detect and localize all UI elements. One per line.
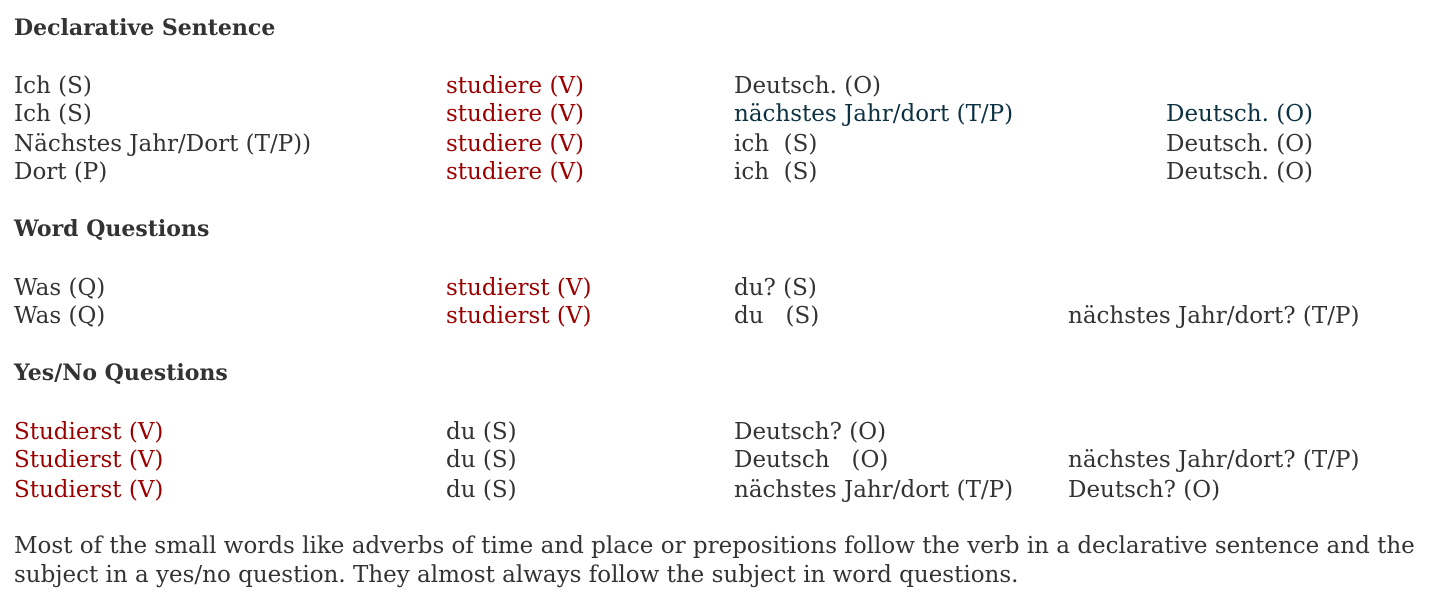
declarative-heading: Declarative Sentence (14, 15, 276, 41)
object-cell: Deutsch. (O) (1166, 101, 1314, 127)
verb-cell: Studierst (V) (14, 477, 164, 503)
place-cell: Dort (P) (14, 159, 108, 185)
verb-cell: studierst (V) (446, 303, 592, 329)
word-questions-heading: Word Questions (14, 216, 210, 242)
yes-no-question-row (14, 476, 1426, 504)
declarative-row (14, 72, 1426, 100)
verb-cell: studierst (V) (446, 275, 592, 301)
word-question-row (14, 302, 1426, 330)
verb-cell: studiere (V) (446, 73, 585, 99)
time-place-cell: nächstes Jahr/dort? (T/P) (1068, 447, 1360, 473)
subject-cell: du (S) (734, 303, 820, 329)
subject-cell: du (S) (446, 447, 517, 473)
subject-cell: du? (S) (734, 275, 817, 301)
time-place-cell: Nächstes Jahr/Dort (T/P)) (14, 131, 312, 157)
time-place-cell: nächstes Jahr/dort (T/P) (734, 101, 1014, 127)
yes-no-questions-heading: Yes/No Questions (14, 360, 228, 386)
explanation-paragraph: Most of the small words like adverbs of time and place or prepositions follow the verb in a declarative sentence and the subject in a yes/no question. They almost always follow the subject in word questions. (14, 533, 1415, 588)
question-word-cell: Was (Q) (14, 275, 106, 301)
time-place-cell: nächstes Jahr/dort (T/P) (734, 477, 1014, 503)
verb-cell: studiere (V) (446, 131, 585, 157)
verb-cell: studiere (V) (446, 159, 585, 185)
subject-cell: du (S) (446, 477, 517, 503)
word-question-row (14, 274, 1426, 302)
time-place-cell: nächstes Jahr/dort? (T/P) (1068, 303, 1360, 329)
declarative-row (14, 100, 1426, 128)
verb-cell: Studierst (V) (14, 447, 164, 473)
subject-cell: Ich (S) (14, 101, 92, 127)
yes-no-question-row (14, 446, 1426, 474)
object-cell: Deutsch? (O) (734, 419, 887, 445)
verb-cell: studiere (V) (446, 101, 585, 127)
object-cell: Deutsch. (O) (734, 73, 882, 99)
subject-cell: ich (S) (734, 131, 818, 157)
subject-cell: du (S) (446, 419, 517, 445)
verb-cell: Studierst (V) (14, 419, 164, 445)
declarative-row (14, 158, 1426, 186)
object-cell: Deutsch. (O) (1166, 159, 1314, 185)
object-cell: Deutsch. (O) (1166, 131, 1314, 157)
object-cell: Deutsch? (O) (1068, 477, 1221, 503)
subject-cell: Ich (S) (14, 73, 92, 99)
declarative-row (14, 130, 1426, 158)
object-cell: Deutsch (O) (734, 447, 889, 473)
question-word-cell: Was (Q) (14, 303, 106, 329)
subject-cell: ich (S) (734, 159, 818, 185)
yes-no-question-row (14, 418, 1426, 446)
